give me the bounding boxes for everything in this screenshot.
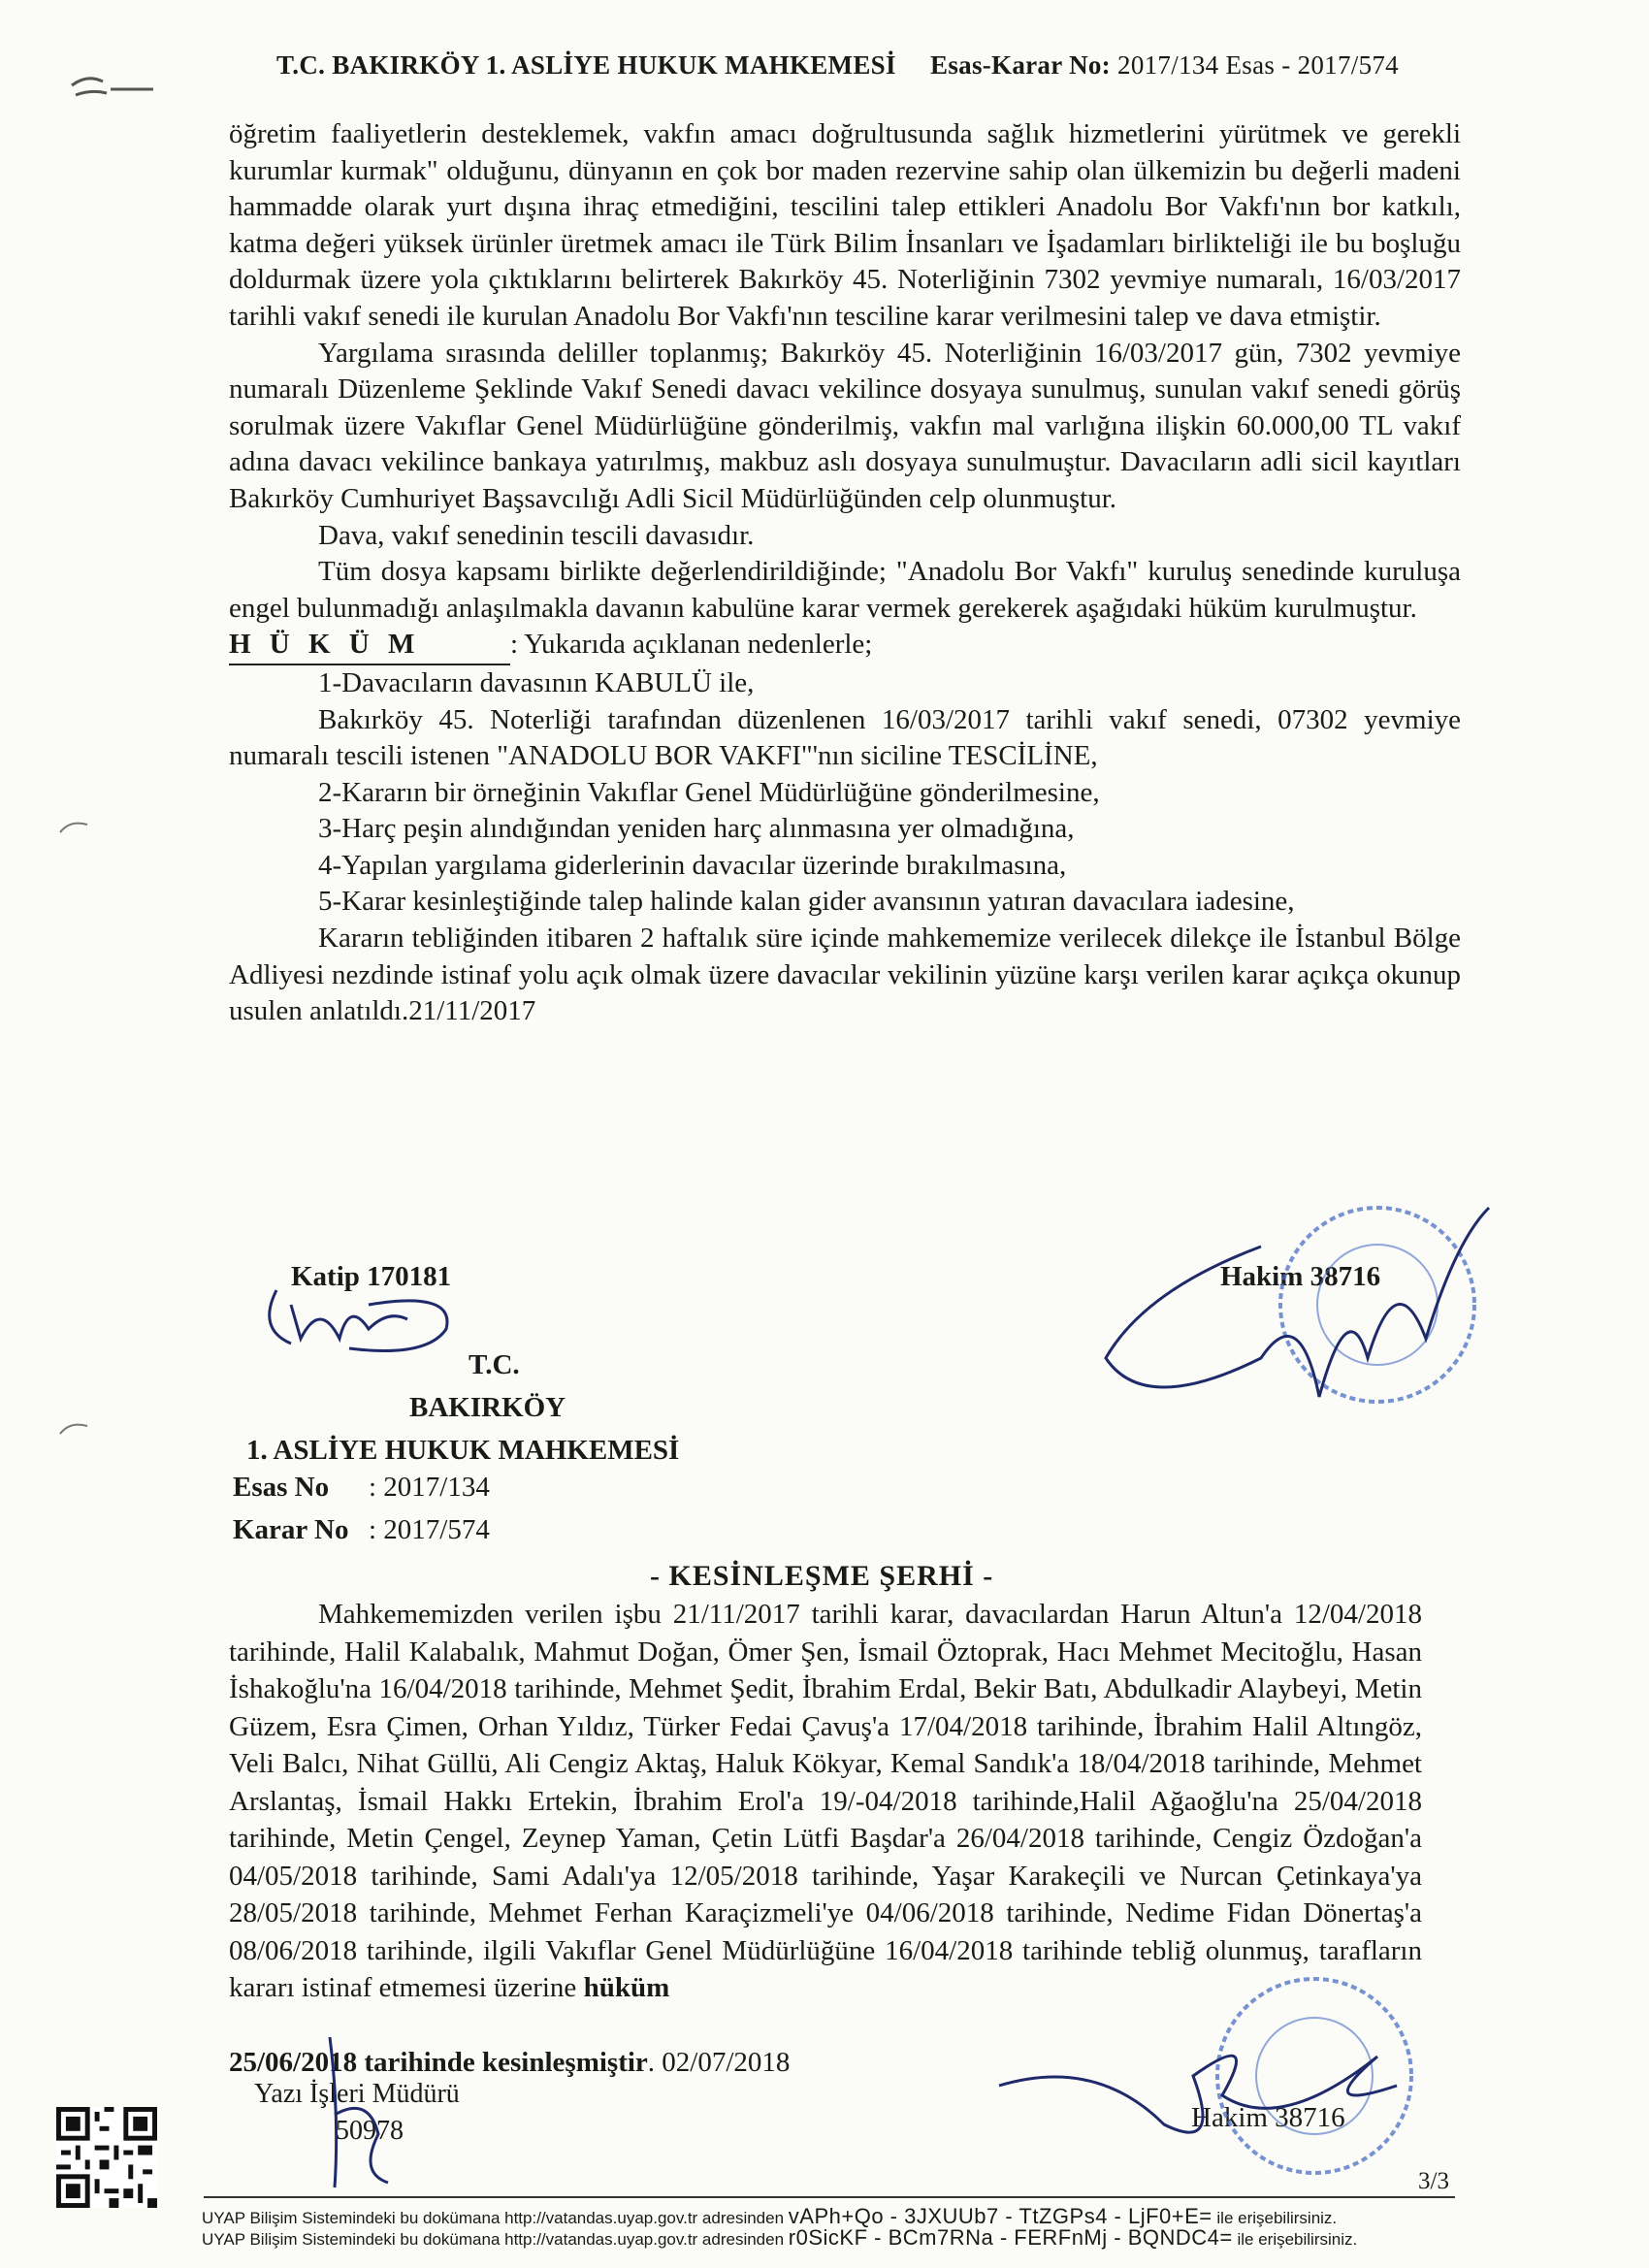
katip-signature-label: Katip 170181 [291,1261,452,1292]
kesinlesme-final-date: . 02/07/2018 [647,2047,791,2078]
karar-no-row [233,1508,490,1551]
court-block-court: 1. ASLİYE HUKUK MAHKEMESİ [246,1435,680,1466]
case-numbers [233,1466,490,1551]
page-header [276,50,1399,81]
header-esas-karar-value: 2017/134 Esas - 2017/574 [1117,50,1399,80]
hakim-signature-label: Hakim 38716 [1220,1261,1381,1292]
qr-code-icon [56,2107,157,2208]
hukum-item-3: 3-Harç peşin alındığından yeniden harç alınmasına yer olmadığına, [318,813,1075,845]
final-statement: Kararın tebliğinden itibaren 2 haftalık süre içinde mahkememize verilecek dilekçe ile İstanbul Bölge Adliyesi nezdinde istinaf yolu açık olmak üzere davacılar vekilinin yüzüne karşı verilen karar açıkça okunup usulen anlatıldı.21/11/2017 [229,923,1461,1027]
paragraph-1: öğretim faaliyetlerin desteklemek, vakfın amacı doğrultusunda sağlık hizmetlerini yürütmek ve gerekli kurumlar kurmak" olduğunu, dünyanın en çok bor maden rezervine sahip olan ülkemizin bu değerli madeni hammadde olarak yurt dışına ihraç etmediğini, tescilini talep ettikleri Anadolu Bor Vakfı'nın bor katkılı, katma değeri yüksek ürünler üretmek amacı ile Türk Bilim İnsanları ve İşadamları birlikteliği ile bu boşluğu doldurmak üzere yola çıktıklarını belirterek Bakırköy 45. Noterliğinin 7302 yevmiye numaralı, 16/03/2017 tarihli vakıf senedi ile kurulan Anadolu Bor Vakfı'nın tesciline karar verilmesini talep ve dava etmiştir. [229,118,1461,332]
page-number: 3/3 [1418,2168,1449,2194]
yazi-isleri-block [254,2076,460,2150]
hukum-item-4: 4-Yapılan yargılama giderlerinin davacılar üzerinde bırakılmasına, [318,849,1067,881]
esas-no-label: Esas No [233,1472,330,1503]
header-court: T.C. BAKIRKÖY 1. ASLİYE HUKUK MAHKEMESİ [276,50,896,80]
paragraph-4: Tüm dosya kapsamı birlikte değerlendirildiğinde; "Anadolu Bor Vakfı" kuruluş senedinde kuruluşa engel bulunmadığı anlaşılmakla davanın kabulüne karar vermek gerekerek aşağıdaki hüküm kurulmuştur. [229,556,1461,624]
footer-line-2-code: r0SicKF - BCm7RNa - FERFnMj - BQNDC4= [788,2225,1233,2250]
header-esas-karar-label: Esas-Karar No: [930,50,1111,80]
footer-line-1-pre: UYAP Bilişim Sistemindeki bu dokümana http://vatandas.uyap.gov.tr adresinden [202,2209,785,2227]
karar-no-value: : 2017/574 [369,1514,490,1545]
court-block [229,1344,679,1472]
kesinlesme-hukum-word: hüküm [583,1972,670,2003]
esas-no-value: : 2017/134 [369,1472,490,1503]
decision-body [229,116,1461,1030]
esas-no-row [233,1466,490,1508]
karar-no-label: Karar No [233,1514,349,1545]
hukum-label: H Ü K Ü M [229,627,510,665]
hukum-item-1b: Bakırköy 45. Noterliği tarafından düzenlenen 16/03/2017 tarihli vakıf senedi, 07302 yevmiye numaralı tescili istenen "ANADOLU BOR VAKFI"'nın siciline TESCİLİNE, [229,703,1461,772]
kesinlesme-body [229,1596,1422,2007]
footer-line-1-post: ile erişebilirsiniz. [1216,2209,1338,2227]
corner-scribble [68,68,155,107]
footer-line-2 [202,2225,1357,2251]
footer-line-2-post: ile erişebilirsiniz. [1237,2230,1358,2249]
paragraph-3: Dava, vakıf senedinin tescili davasıdır. [318,519,755,551]
yazi-isleri-label: Yazı İşleri Müdürü [254,2079,460,2109]
hukum-item-2: 2-Kararın bir örneğinin Vakıflar Genel Müdürlüğüne gönderilmesine, [318,776,1100,808]
hukum-text: : Yukarıda açıklanan nedenlerle; [510,629,873,661]
footer-line-2-pre: UYAP Bilişim Sistemindeki bu dokümana http://vatandas.uyap.gov.tr adresinden [202,2230,785,2249]
hukum-item-1: 1-Davacıların davasının KABULÜ ile, [318,666,755,698]
kesinlesme-text: Mahkememizden verilen işbu 21/11/2017 tarihli karar, davacılardan Harun Altun'a 12/04/2018 tarihinde, Halil Kalabalık, Mahmut Doğan, Ömer Şen, İsmail Öztoprak, Hacı Mehmet Mecitoğlu, Hasan İshakoğlu'na 16/04/2018 tarihinde, Mehmet Şedit, İbrahim Erdal, Bekir Batı, Abdulkadir Alaybeyi, Metin Güzem, Esra Çimen, Orhan Yıldız, Türker Fedai Çavuş'a 17/04/2018 tarihinde, İbrahim Halil Altıngöz, Veli Balcı, Nihat Güllü, Ali Cengiz Aktaş, Haluk Kökyar, Kemal Sandık'a 18/04/2018 tarihinde, Mehmet Arslantaş, İsmail Hakkı Ertekin, İbrahim Erol'a 19/-04/2018 tarihinde,Halil Ağaoğlu'na 25/04/2018 tarihinde, Metin Çengel, Zeynep Yaman, Çetin Lütfi Başdar'a 26/04/2018 tarihinde, Cengiz Özdoğan'a 04/05/2018 tarihinde, Sami Adalı'ya 12/05/2018 tarihinde, Yaşar Karakeçili ve Nurcan Çetinkaya'ya 28/05/2018 tarihinde, Mehmet Ferhan Karaçizmeli'ye 04/06/2018 tarihinde, Nedime Fidan Dönertaş'a 08/06/2018 tarihinde, ilgili Vakıflar Genel Müdürlüğüne 16/04/2018 tarihinde tebliğ olunmuş, tarafların kararı istinaf etmemesi üzerine [229,1599,1422,2003]
kesinlesme-title: - KESİNLEŞME ŞERHİ - [650,1560,994,1592]
kesinlesme-paragraph [229,1596,1422,2007]
kesinlesme-final-bold: 25/06/2018 tarihinde kesinleşmiştir [229,2047,648,2078]
hukum-item-5: 5-Karar kesinleştiğinde talep halinde kalan gider avansının yatıran davacılara iadesine, [318,886,1295,918]
kesinlesme-date-line [229,2047,790,2079]
footer-rule [204,2196,1455,2198]
paragraph-2: Yargılama sırasında deliller toplanmış; Bakırköy 45. Noterliğinin 16/03/2017 gün, 7302 yevmiye numaralı Düzenleme Şeklinde Vakıf Senedi davacı vekilince dosyaya sunulmuş, sunulan vakıf senedi görüş sorulmak üzere Vakıflar Genel Müdürlüğüne gönderilmiş, vakfın mal varlığına ilişkin 60.000,00 TL vakıf adına davacı vekilince bankaya yatırılmış, makbuz aslı dosyaya sunulmuştur. Davacıların adli sicil kayıtları Bakırköy Cumhuriyet Başsavcılığı Adli Sicil Müdürlüğünden celp olunmuştur. [229,337,1461,514]
court-block-tc: T.C. [469,1349,520,1380]
court-block-city: BAKIRKÖY [409,1392,566,1423]
yazi-isleri-number: 50978 [336,2116,404,2146]
hukum-heading [229,627,1461,665]
footer-line-1-code: vAPh+Qo - 3JXUUb7 - TtZGPs4 - LjF0+E= [788,2204,1212,2228]
kesinlesme-hakim-label: Hakim 38716 [1191,2102,1345,2133]
